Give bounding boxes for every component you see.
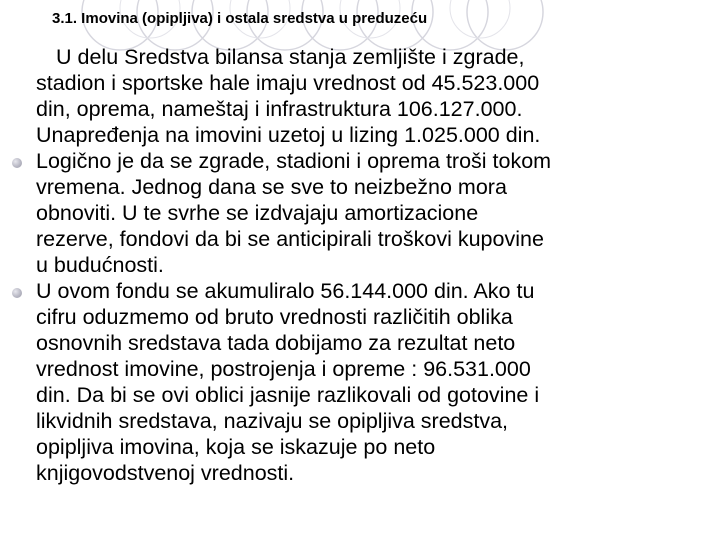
text-line: U ovom fondu se akumuliralo 56.144.000 din. Ako tu [36,279,535,303]
text-line: osnovnih sredstava tada dobijamo za rezultat neto [36,331,516,355]
text-line: opipljiva imovina, koja se iskazuje po neto [36,435,436,459]
paragraph-intro [12,44,712,148]
text-line: U delu Sredstva bilansa stanja zemljište i zgrade, [56,45,525,69]
text-line: stadion i sportske hale imaju vrednost od 45.523.000 [36,71,540,95]
text-line: vremena. Jednog dana se sve to neizbežno mora [36,175,507,199]
text-line: Logično je da se zgrade, stadioni i oprema troši tokom [36,149,552,173]
bullet-item-depreciation [12,148,712,278]
text-line: obnoviti. U te svrhe se izdvajaju amortizacione [36,201,479,225]
text-line: knjigovodstvenoj vrednosti. [36,461,295,485]
text-line: Unapređenja na imovini uzetoj u lizing 1.025.000 din. [36,123,541,147]
text-line: vrednost imovine, postrojenja i opreme : 96.531.000 [36,357,531,381]
text-line: u budućnosti. [36,253,164,277]
bullet-icon [12,158,22,168]
text-line: cifru oduzmemo od bruto vrednosti različitih oblika [36,305,513,329]
slide-body [12,44,712,486]
text-line: rezerve, fondovi da bi se anticipirali troškovi kupovine [36,227,544,251]
bullet-icon [12,288,22,298]
text-line: din, oprema, nameštaj i infrastruktura 106.127.000. [36,97,523,121]
slide-title: 3.1. Imovina (opipljiva) i ostala sredstva u preduzeću [52,10,428,27]
text-line: din. Da bi se ovi oblici jasnije razlikovali od gotovine i [36,383,540,407]
text-line: likvidnih sredstava, nazivaju se opipljiva sredstva, [36,409,509,433]
bullet-item-net-value [12,278,712,486]
